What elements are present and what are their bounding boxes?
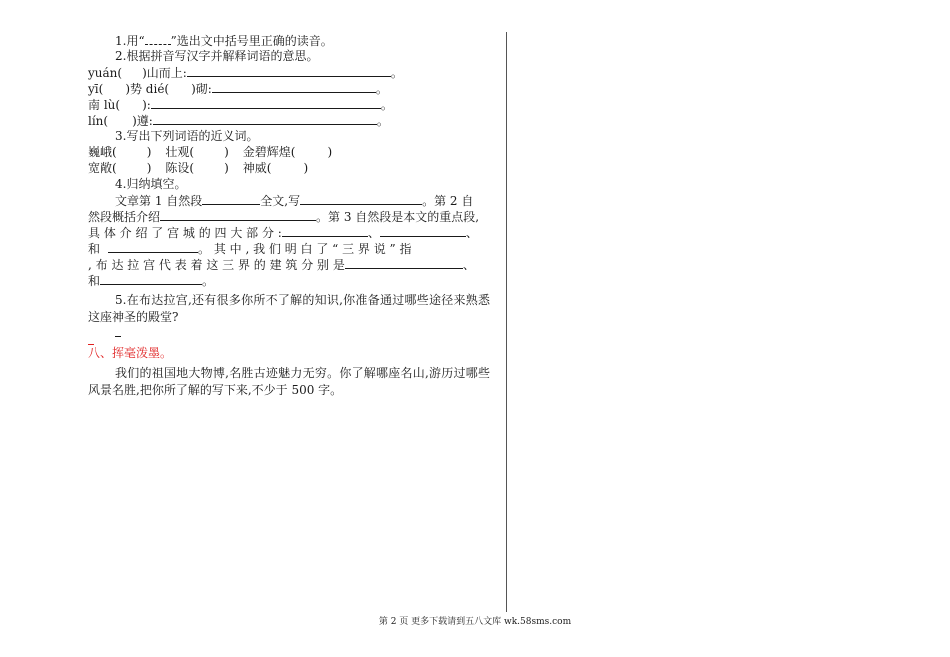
q2-row-2-close: )砌:: [191, 82, 212, 96]
q2-row-3-answer-blank[interactable]: [151, 96, 381, 109]
q2-row-2: [88, 80, 490, 96]
q4-text-5: 。第 3 自然段是本文的重点段,: [316, 210, 480, 224]
q4-text-7: 、: [367, 226, 380, 240]
q1-sample-blank: [145, 32, 171, 45]
q3-close-1: ): [146, 145, 152, 159]
section-8: [88, 345, 490, 399]
q4-line-5: [88, 256, 490, 272]
q2-row-1: [88, 64, 490, 80]
q2-row-2-mid: )势 dié(: [125, 82, 170, 96]
q4-blank-2[interactable]: [300, 192, 422, 205]
q2-row-3-label: 南 lù(: [88, 98, 121, 112]
q2-row-1-answer-blank[interactable]: [187, 64, 391, 77]
q2-row-4-end: 。: [376, 114, 389, 128]
q2-row-2-label: yī(: [88, 82, 104, 96]
q2-row-4: [88, 112, 490, 128]
q2-row-3-end: 。: [380, 98, 393, 112]
q2-title: 2.根据拼音写汉字并解释词语的意思。: [115, 49, 319, 63]
q4-text-1: 文章第 1 自然段: [115, 194, 203, 208]
section-8-body: 我们的祖国地大物博,名胜古迹魅力无穷。你了解哪座名山,游历过哪些风景名胜,把你所了解的写下来,不少于 500 字。: [88, 366, 490, 397]
q4-line-6: [88, 272, 490, 288]
q3-close-4: ): [146, 161, 152, 175]
q2-row-1-label: yuán(: [88, 66, 123, 80]
q3-row-2: [88, 160, 490, 176]
q1-text-after: ”选出文中括号里正确的读音。: [170, 34, 333, 48]
q2-row-2-answer-blank[interactable]: [212, 80, 376, 93]
q4-text-12: 、: [462, 258, 475, 272]
q4-blank-6[interactable]: [108, 240, 198, 253]
q4-blank-7[interactable]: [345, 256, 463, 269]
q3-word-6: 神威(: [242, 161, 272, 175]
q2-row-4-answer-blank[interactable]: [153, 112, 377, 125]
q4-line-2: [88, 208, 490, 224]
q2-row-1-end: 。: [390, 66, 403, 80]
q4-line-1: [88, 192, 490, 208]
q3-word-5: 陈设(: [165, 161, 195, 175]
q4-text-9: 和: [88, 242, 101, 256]
q4-text-10: 。 其 中 , 我 们 明 白 了 “ 三 界 说 ” 指: [198, 242, 412, 256]
q4-text-4: 然段概括介绍: [88, 210, 161, 224]
section-8-mark: [88, 344, 94, 345]
q2-row-4-close: )遵:: [132, 114, 153, 128]
q1-text-before: 1.用“: [115, 34, 145, 48]
q4-blank-4[interactable]: [282, 224, 368, 237]
q4-text-8: 、: [465, 226, 478, 240]
left-column: [88, 32, 490, 399]
q4-blank-8[interactable]: [100, 272, 202, 285]
q3-word-2: 壮观(: [165, 145, 195, 159]
q4-text-11: , 布 达 拉 宫 代 表 着 这 三 界 的 建 筑 分 别 是: [88, 258, 345, 272]
q5-text: 5.在布达拉宫,还有很多你所不了解的知识,你准备通过哪些途径来熟悉这座神圣的殿堂?: [88, 293, 490, 324]
q3-close-2: ): [224, 145, 229, 159]
q4-blank-5[interactable]: [380, 224, 466, 237]
q3-close-6: ): [303, 161, 309, 175]
q3-row-1: [88, 144, 490, 160]
q1-line: [88, 32, 490, 48]
q4-line-3: [88, 224, 490, 240]
q3-word-3: 金碧辉煌(: [242, 145, 296, 159]
q2-row-3-close: ):: [142, 98, 151, 112]
q5-answer-mark[interactable]: [115, 336, 121, 337]
q2-row-3: [88, 96, 490, 112]
q4-blank-1[interactable]: [202, 192, 260, 205]
page-footer: 第 2 页 更多下载请到五八文库 wk.58sms.com: [378, 617, 572, 627]
q4-blank-3[interactable]: [160, 208, 316, 221]
q4-text-14: 。: [202, 274, 215, 288]
column-divider: [506, 32, 507, 612]
q2-row-4-label: lín(: [88, 114, 109, 128]
q4-text-13: 和: [88, 274, 101, 288]
q4-title: 4.归纳填空。: [115, 177, 187, 191]
q3-close-3: ): [327, 145, 333, 159]
q3-word-1: 巍峨(: [88, 145, 117, 159]
q4-text-2: 全文,写: [260, 194, 301, 208]
section-8-title: 八、挥毫泼墨。: [88, 346, 173, 360]
q2-row-2-end: 。: [375, 82, 388, 96]
q4-text-6: 具 体 介 绍 了 宫 城 的 四 大 部 分 :: [88, 226, 282, 240]
q4-line-4: [88, 240, 490, 256]
q3-word-4: 宽敞(: [88, 161, 117, 175]
q3-title: 3.写出下列词语的近义词。: [115, 129, 259, 143]
q4-text-3: 。第 2 自: [422, 194, 474, 208]
q2-row-1-close: )山而上:: [142, 66, 187, 80]
q3-close-5: ): [224, 161, 229, 175]
